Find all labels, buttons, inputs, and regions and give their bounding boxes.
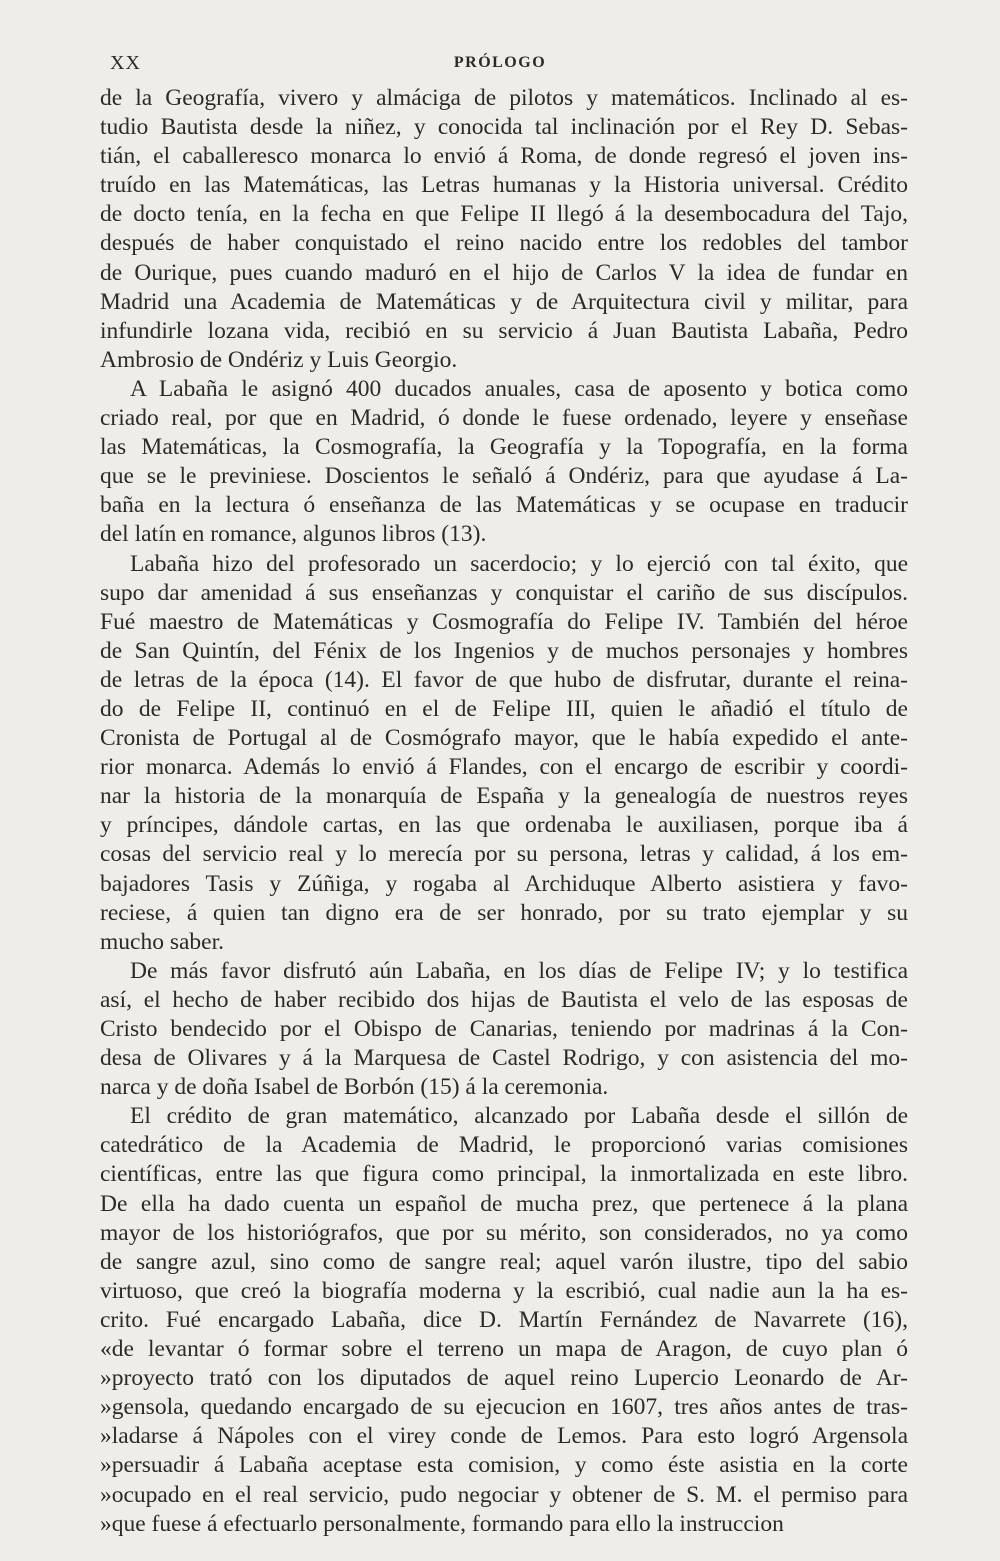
text-line: «de levantar ó formar sobre el terreno un mapa de Aragon, de cuyo plan ó — [100, 1336, 908, 1363]
text-line: »ladarse á Nápoles con el virey conde de Lemos. Para esto logró Argensola — [100, 1423, 908, 1450]
text-line: A Labaña le asignó 400 ducados anuales, casa de aposento y botica como — [130, 375, 908, 402]
text-line: científicas, entre las que figura como principal, la inmortalizada en este libro. — [100, 1161, 908, 1188]
paragraph — [100, 550, 908, 957]
text-line: cosas del servicio real y lo merecía por su persona, letras y calidad, á los em- — [100, 841, 908, 868]
text-line: de la Geografía, vivero y almáciga de pilotos y matemáticos. Inclinado al es- — [100, 85, 908, 111]
text-line: reciese, á quien tan digno era de ser honrado, por su trato ejemplar y su — [100, 899, 908, 926]
text-line: »proyecto trató con los diputados de aquel reino Lupercio Leonardo de Ar- — [100, 1365, 908, 1392]
text-line: nar la historia de la monarquía de España y la genealogía de nuestros reyes — [100, 783, 908, 810]
text-line: De ella ha dado cuenta un español de mucha prez, que pertenece á la plana — [100, 1190, 908, 1217]
text-line: así, el hecho de haber recibido dos hijas de Bautista el velo de las esposas de — [100, 986, 908, 1013]
running-title: PRÓLOGO — [453, 54, 547, 71]
page-number: XX — [110, 52, 141, 74]
text-line: de Ourique, pues cuando maduró en el hijo de Carlos V la idea de fundar en — [100, 259, 908, 286]
text-line: De más favor disfrutó aún Labaña, en los días de Felipe IV; y lo testifica — [130, 957, 908, 984]
text-line: Madrid una Academia de Matemáticas y de Arquitectura civil y militar, para — [100, 288, 908, 315]
text-line: que se le previniese. Doscientos le señaló á Ondériz, para que ayudase á La- — [100, 463, 908, 490]
text-line: bajadores Tasis y Zúñiga, y rogaba al Archiduque Alberto asistiera y favo- — [100, 870, 908, 897]
paragraph — [100, 957, 908, 1102]
text-line: truído en las Matemáticas, las Letras humanas y la Historia universal. Crédito — [100, 172, 908, 199]
text-line: mucho saber. — [100, 928, 224, 955]
text-line: Cronista de Portugal al de Cosmógrafo mayor, que le había expedido el ante- — [100, 725, 908, 752]
text-line: baña en la lectura ó enseñanza de las Matemáticas y se ocupase en traducir — [100, 492, 908, 519]
text-line: rior monarca. Además lo envió á Flandes, con el encargo de escribir y coordi- — [100, 754, 908, 781]
text-line: criado real, por que en Madrid, ó donde le fuese ordenado, leyere y enseñase — [100, 405, 908, 432]
text-line: de docto tenía, en la fecha en que Felipe II llegó á la desembocadura del Tajo, — [100, 201, 908, 228]
text-line: Labaña hizo del profesorado un sacerdocio; y lo ejerció con tal éxito, que — [130, 550, 908, 577]
text-line: de letras de la época (14). El favor de que hubo de disfrutar, durante el reina- — [100, 666, 908, 693]
text-line: tián, el caballeresco monarca lo envió á Roma, de donde regresó el joven ins- — [100, 143, 908, 170]
paragraph — [100, 375, 908, 550]
text-line: desa de Olivares y á la Marquesa de Castel Rodrigo, y con asistencia del mo- — [100, 1045, 908, 1072]
text-line: las Matemáticas, la Cosmografía, la Geografía y la Topografía, en la forma — [100, 434, 908, 461]
text-line: narca y de doña Isabel de Borbón (15) á la ceremonia. — [100, 1074, 609, 1101]
text-line: »que fuese á efectuarlo personalmente, formando para ello la instruccion — [100, 1510, 784, 1537]
text-line: infundirle lozana vida, recibió en su servicio á Juan Bautista Labaña, Pedro — [100, 317, 908, 344]
text-line: de sangre azul, sino como de sangre real; aquel varón ilustre, tipo del sabio — [100, 1248, 908, 1275]
text-line: después de haber conquistado el reino nacido entre los redobles del tambor — [100, 230, 908, 257]
text-line: El crédito de gran matemático, alcanzado por Labaña desde el sillón de — [130, 1103, 908, 1130]
text-line: virtuoso, que creó la biografía moderna y la escribió, cual nadie aun la ha es- — [100, 1277, 908, 1304]
paragraph — [100, 84, 908, 375]
text-line: tudio Bautista desde la niñez, y conocida tal inclinación por el Rey D. Sebas- — [100, 114, 908, 141]
text-line: del latín en romance, algunos libros (13). — [100, 521, 487, 548]
text-line: Cristo bendecido por el Obispo de Canarias, teniendo por madrinas á la Con- — [100, 1016, 908, 1042]
text-line: crito. Fué encargado Labaña, dice D. Martín Fernández de Navarrete (16), — [100, 1306, 908, 1333]
page-header — [0, 52, 1000, 82]
text-line: »gensola, quedando encargado de su ejecucion en 1607, tres años antes de tras- — [100, 1394, 908, 1421]
text-line: Fué maestro de Matemáticas y Cosmografía do Felipe IV. También del héroe — [100, 608, 908, 635]
text-line: »ocupado en el real servicio, pudo negociar y obtener de S. M. el permiso para — [100, 1481, 908, 1508]
text-line: supo dar amenidad á sus enseñanzas y conquistar el cariño de sus discípulos. — [100, 579, 908, 606]
body-text — [100, 84, 908, 1539]
text-line: do de Felipe II, continuó en el de Felipe III, quien le añadió el título de — [100, 695, 908, 722]
text-line: Ambrosio de Ondériz y Luis Georgio. — [100, 346, 458, 373]
text-line: mayor de los historiógrafos, que por su mérito, son considerados, no ya como — [100, 1219, 908, 1246]
text-line: de San Quintín, del Fénix de los Ingenios y de muchos personajes y hombres — [100, 637, 908, 664]
text-line: catedrático de la Academia de Madrid, le proporcionó varias comisiones — [100, 1132, 908, 1159]
text-line: y príncipes, dándole cartas, en las que ordenaba le auxiliasen, porque iba á — [100, 812, 908, 839]
paragraph — [100, 1102, 908, 1538]
text-line: »persuadir á Labaña aceptase esta comision, y como éste asistia en la corte — [100, 1452, 908, 1479]
